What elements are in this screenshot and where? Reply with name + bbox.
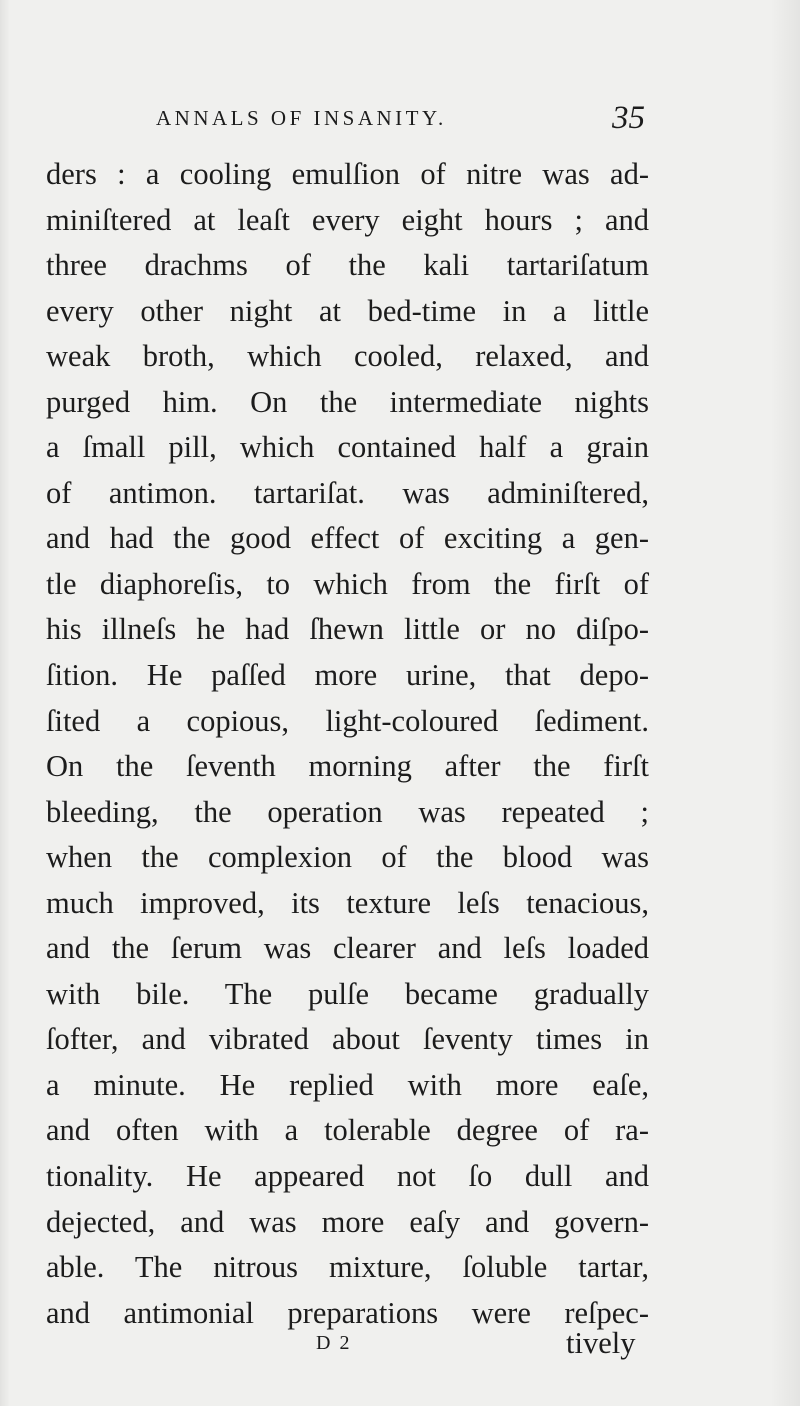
- signature-mark: D 2: [316, 1332, 352, 1354]
- text-line: ſited a copious, light-coloured ſediment.: [46, 703, 649, 738]
- page-number: 35: [612, 100, 645, 136]
- text-line: dejected, and was more eaſy and govern-: [46, 1204, 649, 1239]
- running-title: ANNALS OF INSANITY.: [156, 106, 447, 130]
- text-line: weak broth, which cooled, relaxed, and: [46, 339, 649, 374]
- text-line: tionality. He appeared not ſo dull and: [46, 1159, 649, 1194]
- text-line: every other night at bed-time in a little: [46, 293, 649, 328]
- text-line: and had the good effect of exciting a gen-: [46, 521, 649, 556]
- page-edge-shadow: [770, 0, 800, 1406]
- text-line: three drachms of the kali tartariſatum: [46, 248, 649, 283]
- body-text: [46, 152, 649, 1336]
- text-line: tle diaphoreſis, to which from the firſt of: [46, 566, 649, 601]
- text-line: bleeding, the operation was repeated ;: [46, 794, 649, 829]
- text-line: with bile. The pulſe became gradually: [46, 976, 649, 1011]
- text-line: On the ſeventh morning after the firſt: [46, 749, 649, 784]
- text-line: much improved, its texture leſs tenacious,: [46, 885, 649, 920]
- text-line: ders : a cooling emulſion of nitre was ad-: [46, 157, 649, 191]
- text-line: miniſtered at leaſt every eight hours ; and: [46, 202, 649, 237]
- text-line: of antimon. tartariſat. was adminiſtered,: [46, 475, 649, 510]
- text-line: and the ſerum was clearer and leſs loaded: [46, 931, 649, 966]
- page-gutter-shadow: [0, 0, 10, 1406]
- text-line: purged him. On the intermediate nights: [46, 384, 649, 419]
- text-line: and antimonial preparations were reſpec-: [46, 1295, 649, 1330]
- text-line: ſition. He paſſed more urine, that depo-: [46, 658, 649, 693]
- page-header: [0, 100, 800, 144]
- text-line: and often with a tolerable degree of ra-: [46, 1113, 649, 1148]
- text-line: his illneſs he had ſhewn little or no diſpo-: [46, 612, 649, 647]
- text-line: when the complexion of the blood was: [46, 840, 649, 875]
- text-line: ſofter, and vibrated about ſeventy times in: [46, 1022, 649, 1057]
- catchword: tively: [566, 1326, 636, 1360]
- text-line: a minute. He replied with more eaſe,: [46, 1067, 649, 1102]
- text-line: able. The nitrous mixture, ſoluble tartar,: [46, 1250, 649, 1285]
- page-footer: [0, 1326, 800, 1370]
- text-line: a ſmall pill, which contained half a grain: [46, 430, 649, 465]
